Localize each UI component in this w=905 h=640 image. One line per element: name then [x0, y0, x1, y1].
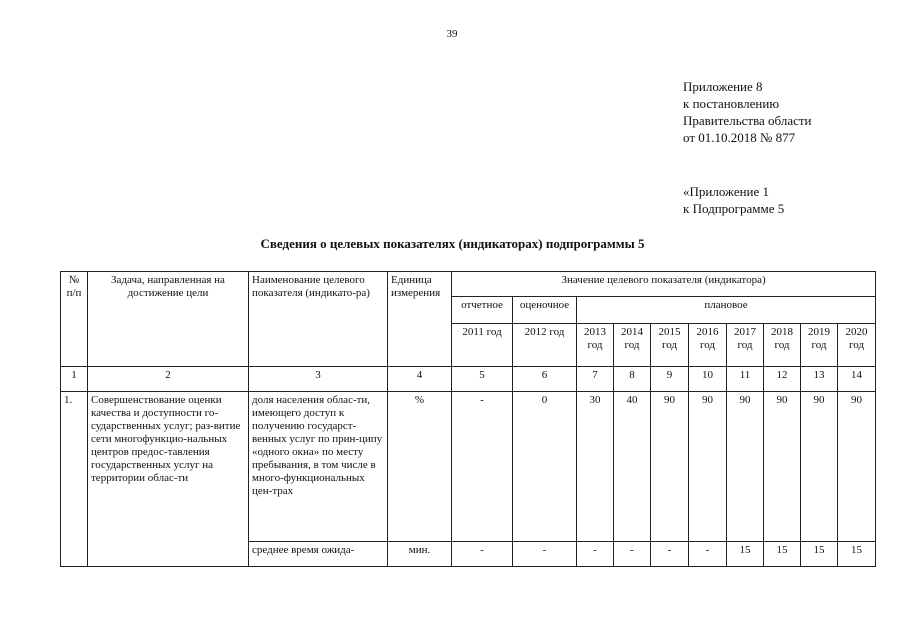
column-number: 6: [513, 367, 577, 392]
row-value: -: [513, 542, 577, 567]
header-task: Задача, направленная на достижение цели: [88, 272, 249, 367]
header-num: № п/п: [61, 272, 88, 367]
row-value: 90: [727, 392, 764, 542]
row-value: -: [452, 542, 513, 567]
row-value: 30: [577, 392, 614, 542]
header-year: 2013 год: [577, 324, 614, 367]
header-year: 2012 год: [513, 324, 577, 367]
row-value: -: [651, 542, 689, 567]
column-number: 7: [577, 367, 614, 392]
header-year: 2020 год: [838, 324, 876, 367]
header-value-group: Значение целевого показателя (индикатора): [452, 272, 876, 297]
row-value: 90: [764, 392, 801, 542]
row-value: 40: [614, 392, 651, 542]
appendix-line: «Приложение 1: [683, 184, 770, 199]
row-unit: %: [388, 392, 452, 542]
column-number: 9: [651, 367, 689, 392]
column-number: 1: [61, 367, 88, 392]
row-value: -: [614, 542, 651, 567]
appendix-line: Правительства области: [683, 113, 812, 128]
row-value: 90: [689, 392, 727, 542]
header-year: 2015 год: [651, 324, 689, 367]
header-year: 2011 год: [452, 324, 513, 367]
column-number-row: [61, 367, 876, 392]
header-year: 2017 год: [727, 324, 764, 367]
column-number: 14: [838, 367, 876, 392]
table-row: [61, 392, 876, 542]
row-indicator: доля населения облас-ти, имеющего доступ к получению государст-венных услуг по прин-ципу «одного окна» по месту пребывания, в том числе в много-функциональных цен-трах: [249, 392, 388, 542]
row-task: Совершенствование оценки качества и доступности го-сударственных услуг; раз-витие сети многофункцио-нальных центров предос-тавления государственных услуг на территории облас-ти: [88, 392, 249, 567]
column-number: 3: [249, 367, 388, 392]
column-number: 8: [614, 367, 651, 392]
row-value: -: [452, 392, 513, 542]
header-estimated: оценочное: [513, 297, 577, 324]
row-value: -: [689, 542, 727, 567]
appendix-line: Приложение 8: [683, 79, 763, 94]
row-value: 15: [727, 542, 764, 567]
column-number: 13: [801, 367, 838, 392]
row-value: 0: [513, 392, 577, 542]
appendix-line: к постановлению: [683, 96, 780, 111]
column-number: 11: [727, 367, 764, 392]
appendix-header-2: [683, 183, 784, 217]
header-unit: Единица измерения: [388, 272, 452, 367]
appendix-header: [683, 78, 812, 146]
page-number: 39: [446, 28, 458, 40]
header-year: 2014 год: [614, 324, 651, 367]
row-num: 1.: [61, 392, 88, 567]
header-reported: отчетное: [452, 297, 513, 324]
header-planned: плановое: [577, 297, 876, 324]
appendix-line: к Подпрограмме 5: [683, 201, 785, 216]
row-value: 90: [801, 392, 838, 542]
header-indicator: Наименование целевого показателя (индикато-ра): [249, 272, 388, 367]
header-year: 2018 год: [764, 324, 801, 367]
column-number: 12: [764, 367, 801, 392]
header-row: [61, 272, 876, 297]
document-title: Сведения о целевых показателях (индикаторах) подпрограммы 5: [260, 236, 645, 251]
column-number: 4: [388, 367, 452, 392]
indicators-table: [60, 271, 876, 567]
row-value: -: [577, 542, 614, 567]
appendix-line: от 01.10.2018 № 877: [683, 130, 796, 145]
row-value: 15: [838, 542, 876, 567]
column-number: 2: [88, 367, 249, 392]
column-number: 10: [689, 367, 727, 392]
row-indicator: среднее время ожида-: [249, 542, 388, 567]
row-value: 90: [651, 392, 689, 542]
header-year: 2019 год: [801, 324, 838, 367]
row-value: 90: [838, 392, 876, 542]
row-value: 15: [764, 542, 801, 567]
column-number: 5: [452, 367, 513, 392]
row-unit: мин.: [388, 542, 452, 567]
header-year: 2016 год: [689, 324, 727, 367]
row-value: 15: [801, 542, 838, 567]
